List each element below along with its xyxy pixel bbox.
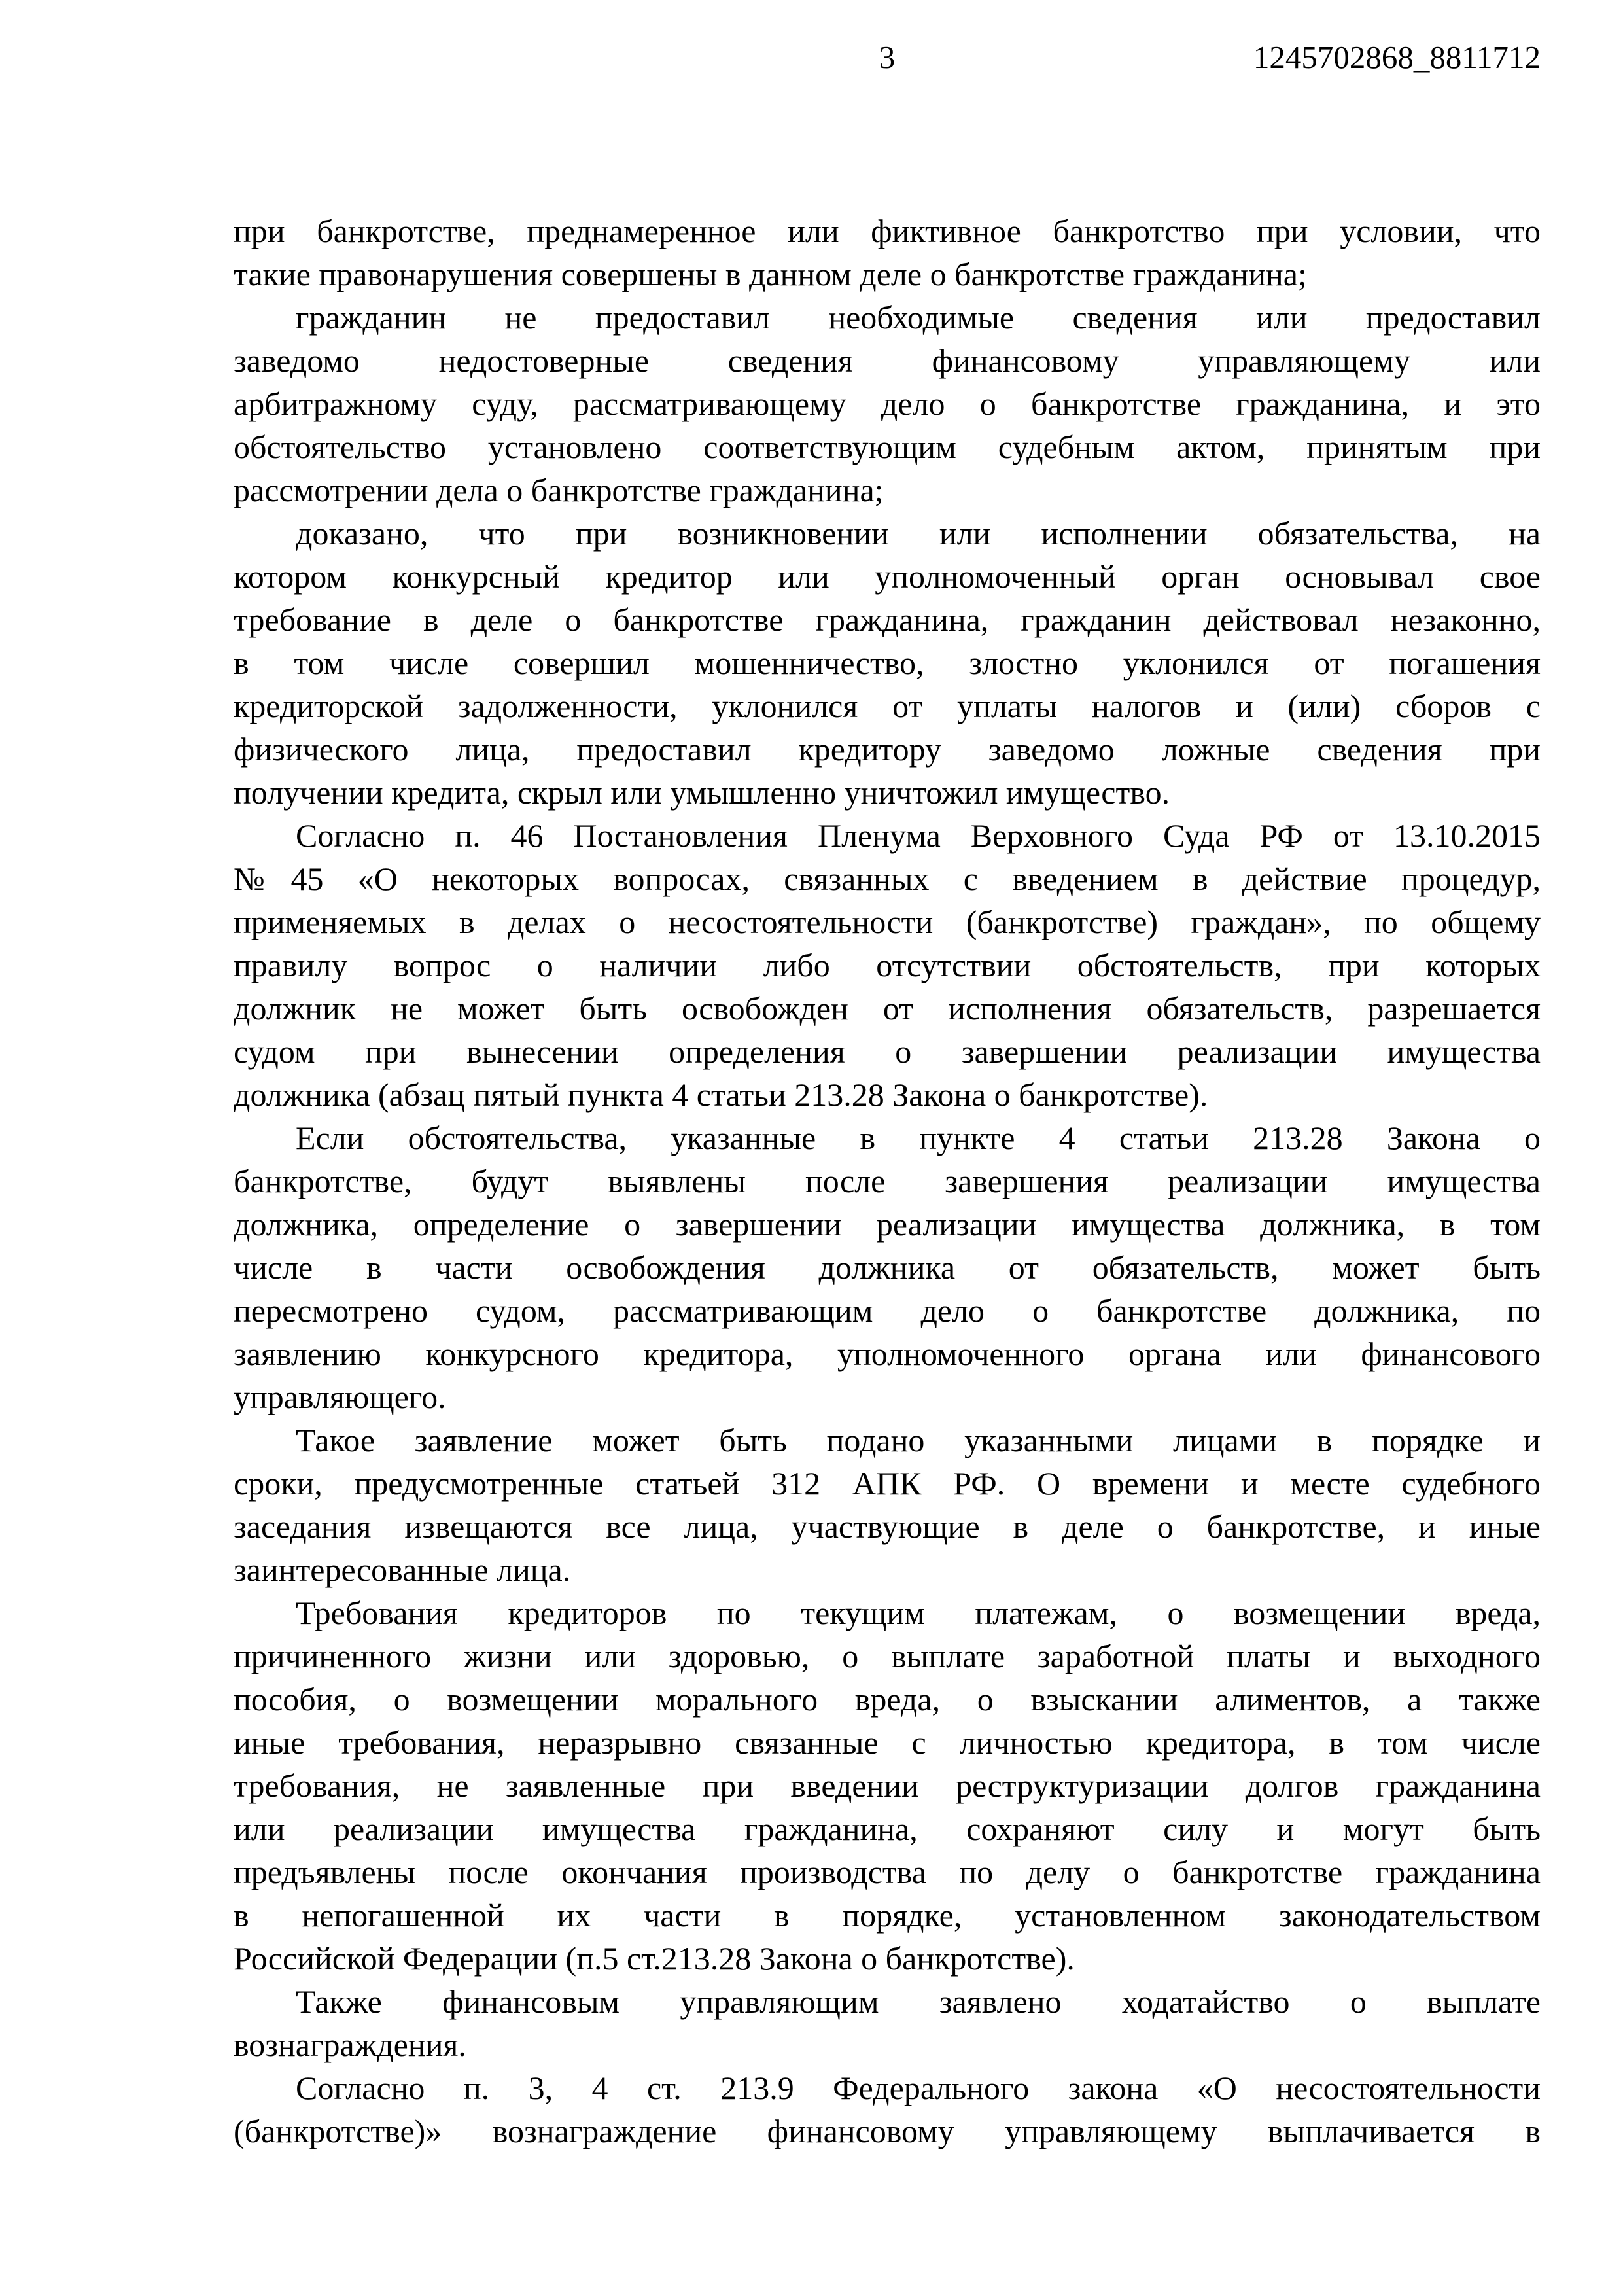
text-line: причиненного жизни или здоровью, о выплате заработной платы и выходного [234,1638,1541,1674]
paragraph [234,2066,1541,2153]
text-line: вознаграждения. [234,2026,466,2063]
text-line: Согласно п. 46 Постановления Пленума Верховного Суда РФ от 13.10.2015 [296,817,1541,854]
paragraph [234,296,1541,512]
text-line: заведомо недостоверные сведения финансовому управляющему или [234,342,1541,379]
paragraph [234,814,1541,1116]
text-line: кредиторской задолженности, уклонился от уплаты налогов и (или) сборов с [234,688,1541,724]
text-line: заинтересованные лица. [234,1551,571,1588]
text-line: №45 «О некоторых вопросах, связанных с введением в действие процедур, [234,860,1541,897]
text-line: в непогашенной их части в порядке, установленном законодательством [234,1897,1541,1934]
text-line: пересмотрено судом, рассматривающим дело о банкротстве должника, по [234,1292,1541,1329]
text-line: применяемых в делах о несостоятельности (банкротстве) граждан», по общему [234,904,1541,940]
text-line: гражданин не предоставил необходимые сведения или предоставил [296,299,1541,336]
document-body [234,209,1541,2153]
paragraph [234,1591,1541,1980]
paragraph [234,1116,1541,1419]
text-line: судом при вынесении определения о завершении реализации имущества [234,1033,1541,1070]
document-id: 1245702868_8811712 [1253,39,1541,75]
text-line: доказано, что при возникновении или исполнении обязательства, на [296,515,1541,552]
paragraph [234,1419,1541,1591]
text-line: получении кредита, скрыл или умышленно уничтожил имущество. [234,774,1170,811]
text-line: Требования кредиторов по текущим платежам, о возмещении вреда, [296,1595,1541,1631]
text-line: физического лица, предоставил кредитору заведомо ложные сведения при [234,731,1541,768]
text-line: Если обстоятельства, указанные в пункте 4 статьи 213.28 Закона о [296,1120,1541,1156]
text-line: в том числе совершил мошенничество, злостно уклонился от погашения [234,645,1541,681]
paragraph [234,512,1541,814]
text-line: требования, не заявленные при введении реструктуризации долгов гражданина [234,1767,1541,1804]
text-line: при банкротстве, преднамеренное или фиктивное банкротство при условии, что [234,213,1541,249]
text-line: предъявлены после окончания производства по делу о банкротстве гражданина [234,1854,1541,1890]
paragraph [234,209,1541,296]
text-line: управляющего. [234,1379,446,1415]
page-number: 3 [879,39,896,75]
text-line: заседания извещаются все лица, участвующие в деле о банкротстве, и иные [234,1508,1541,1545]
text-line: или реализации имущества гражданина, сохраняют силу и могут быть [234,1810,1541,1847]
text-line: должника, определение о завершении реализации имущества должника, в том [234,1206,1541,1243]
text-line: иные требования, неразрывно связанные с личностью кредитора, в том числе [234,1724,1541,1761]
text-line: числе в части освобождения должника от обязательств, может быть [234,1249,1541,1286]
text-line: рассмотрении дела о банкротстве гражданина; [234,472,884,508]
text-line: банкротстве, будут выявлены после завершения реализации имущества [234,1163,1541,1199]
text-line: обстоятельство установлено соответствующим судебным актом, принятым при [234,429,1541,465]
text-line: Согласно п. 3, 4 ст. 213.9 Федерального закона «О несостоятельности [296,2070,1541,2106]
text-line: правилу вопрос о наличии либо отсутствии обстоятельств, при которых [234,947,1541,983]
paragraph [234,1980,1541,2066]
text-line: Такое заявление может быть подано указанными лицами в порядке и [296,1422,1541,1458]
text-line: Российской Федерации (п.5 ст.213.28 Закона о банкротстве). [234,1940,1075,1977]
text-line: котором конкурсный кредитор или уполномоченный орган основывал свое [234,558,1541,595]
text-line: такие правонарушения совершены в данном деле о банкротстве гражданина; [234,256,1307,292]
page-header [234,37,1541,79]
text-line: заявлению конкурсного кредитора, уполномоченного органа или финансового [234,1335,1541,1372]
text-line: Также финансовым управляющим заявлено ходатайство о выплате [296,1983,1541,2020]
text-line: арбитражному суду, рассматривающему дело о банкротстве гражданина, и это [234,385,1541,422]
text-line: пособия, о возмещении морального вреда, о взыскании алиментов, а также [234,1681,1541,1718]
text-line: требование в деле о банкротстве гражданина, гражданин действовал незаконно, [234,601,1541,638]
text-line: сроки, предусмотренные статьей 312 АПК РФ. О времени и месте судебного [234,1465,1541,1502]
text-line: должник не может быть освобожден от исполнения обязательств, разрешается [234,990,1541,1027]
text-line: должника (абзац пятый пункта 4 статьи 213.28 Закона о банкротстве). [234,1076,1208,1113]
text-line: (банкротстве)» вознаграждение финансовому управляющему выплачивается в [234,2113,1541,2149]
